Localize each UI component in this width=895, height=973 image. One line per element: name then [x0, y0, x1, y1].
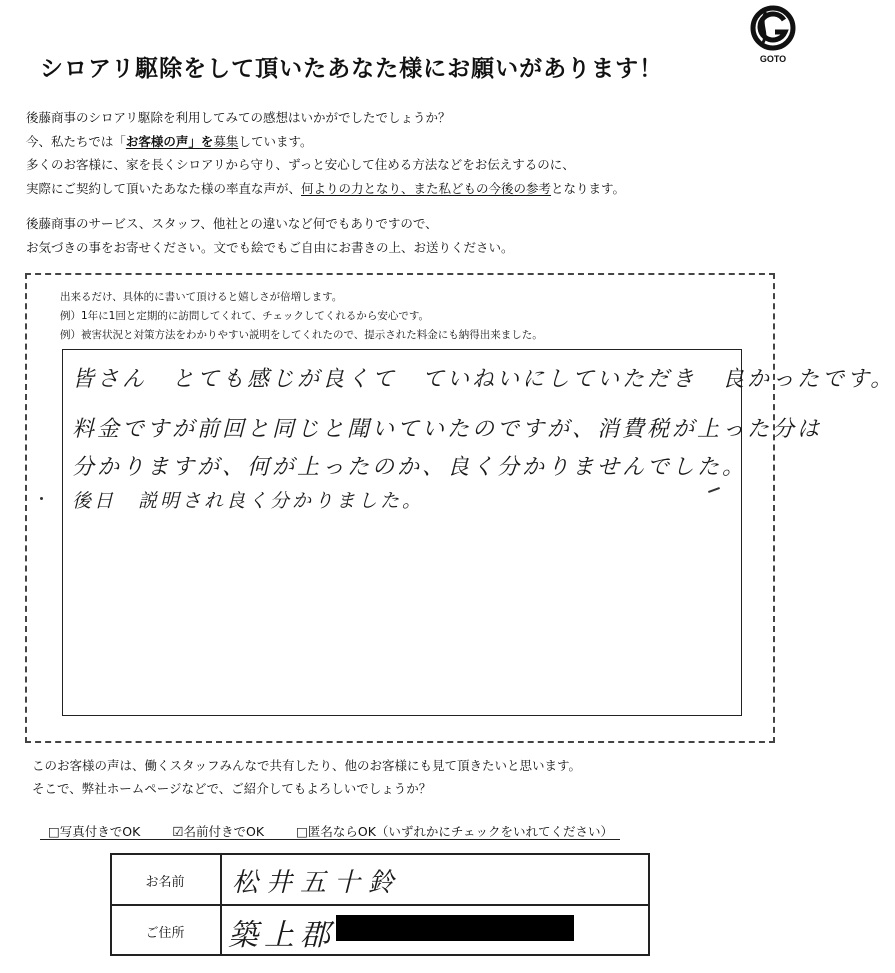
consent-options: [48, 822, 641, 840]
anonymous-ok-checkbox[interactable]: □匿名ならOK（いずれかにチェックをいれてください）: [296, 824, 614, 839]
page-title: シロアリ駆除をして頂いたあなた様にお願いがあります！: [40, 56, 664, 82]
intro-line-2-emphasis-2: 募集: [213, 133, 239, 149]
address-value: 築上郡: [228, 918, 336, 953]
writing-hints: [60, 288, 543, 345]
comment-line-4: 後日 説明され良く分かりました。: [72, 490, 425, 512]
photo-ok-checkbox[interactable]: □写真付きでOK: [48, 824, 141, 839]
intro-line-4-pre: 実際にご契約して頂いたあなた様の率直な声が、: [26, 180, 302, 196]
intro-line-4-emphasis: 何よりの力となり、また私どもの今後の参考: [301, 180, 552, 196]
intro-line-2-emphasis: お客様の声: [125, 133, 189, 149]
goto-logo: [748, 4, 798, 66]
table-divider-horizontal: [110, 904, 650, 906]
goto-logo-icon: [748, 4, 798, 66]
comment-line-2: 料金ですが前回と同じと聞いていたのですが、消費税が上った分は: [72, 417, 823, 442]
intro-line-2-pre: 今、私たちでは「: [26, 133, 126, 149]
name-label: お名前: [145, 875, 185, 890]
hint-line-2: 例）1年に1回と定期的に訪問してくれて、チェックしてくれるから安心です。: [60, 310, 429, 322]
handwriting-area: [62, 349, 742, 716]
comment-line-3: 分かりますが、何が上ったのか、良く分かりませんでした。: [72, 455, 748, 480]
stray-mark: [40, 497, 43, 500]
logo-text: GOTO: [759, 54, 787, 64]
intro-paragraph: [26, 106, 625, 200]
name-ok-checkbox[interactable]: ☑名前付きでOK: [172, 824, 265, 839]
intro-line-2: [26, 130, 625, 154]
intro2-line-2: お気づきの事をお寄せください。文でも絵でもご自由にお書きの上、お送りください。: [26, 239, 514, 255]
hint-line-3: 例）被害状況と対策方法をわかりやすい説明をしてくれたので、提示された料金にも納得出来ました。: [60, 329, 543, 341]
name-value: 松井五十鈴: [232, 868, 403, 898]
options-underline: [40, 839, 620, 840]
consent-request: [32, 754, 581, 800]
intro-line-4-post: となります。: [551, 180, 626, 196]
intro-line-1: 後藤商事のシロアリ駆除を利用してみての感想はいかがでしたでしょうか？: [26, 110, 451, 125]
intro-line-2-mid: 」を: [188, 133, 214, 149]
redaction-bar: [336, 915, 574, 941]
after-line-1: このお客様の声は、働くスタッフみんなで共有したり、他のお客様にも見て頂きたいと思います。: [32, 758, 582, 773]
intro-paragraph-2: [26, 212, 514, 259]
intro-line-3: 多くのお客様に、家を長くシロアリから守り、ずっと安心して住める方法などをお伝えするのに、: [26, 157, 575, 172]
hint-line-1: 出来るだけ、具体的に書いて頂けると嬉しさが倍増します。: [60, 291, 343, 303]
after-line-2: そこで、弊社ホームページなどで、ご紹介してもよろしいでしょうか？: [32, 781, 432, 796]
intro2-line-1: 後藤商事のサービス、スタッフ、他社との違いなど何でもありですので、: [26, 216, 438, 231]
intro-line-4: [26, 177, 625, 201]
comment-line-1: 皆さん とても感じが良くて ていねいにしていただき 良かったです。: [72, 367, 895, 392]
address-label: ご住所: [145, 926, 185, 941]
intro-line-2-post: しています。: [238, 133, 313, 149]
